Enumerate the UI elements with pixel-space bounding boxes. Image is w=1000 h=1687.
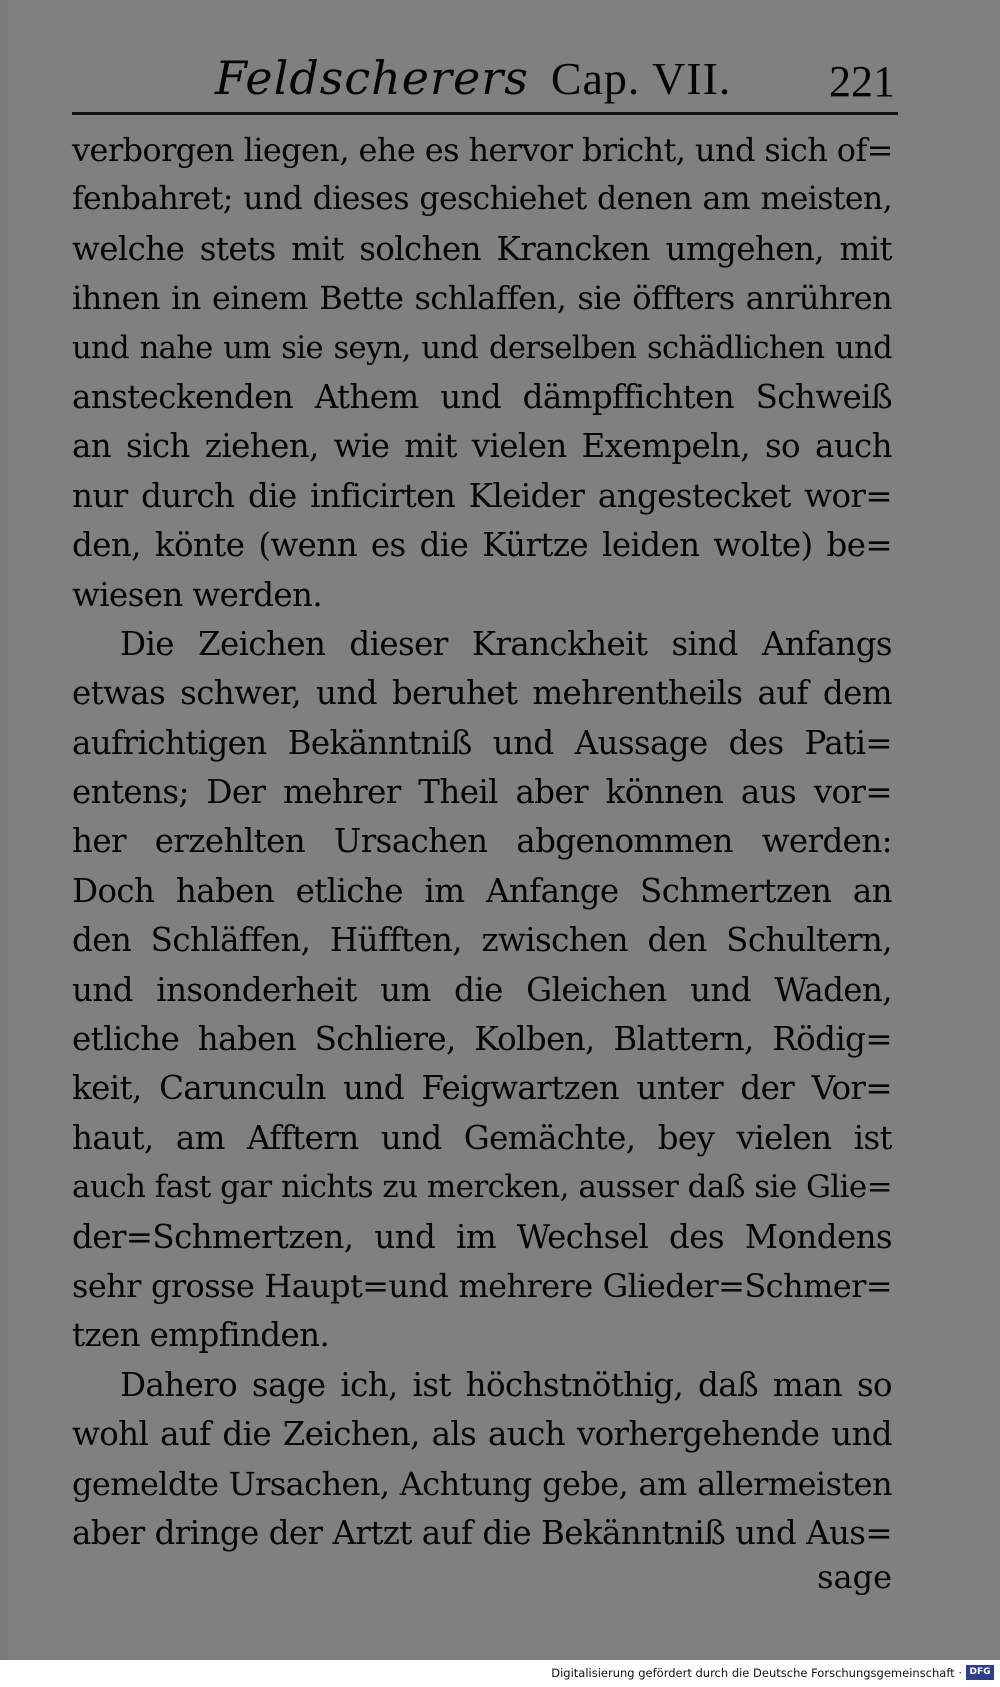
text-line: verborgen liegen, ehe es hervor bricht, und sich of= — [72, 131, 893, 169]
text-line: welche stets mit solchen Krancken umgehen, mit — [72, 229, 892, 268]
body-text — [72, 126, 892, 1558]
text-line: her erzehlten Ursachen abgenommen werden: — [72, 822, 892, 861]
text-line: aufrichtigen Bekänntniß und Aussage des Pati= — [72, 723, 892, 762]
text-line: den Schläffen, Hüfften, zwischen den Schultern, — [72, 921, 892, 960]
text-line: und nahe um sie seyn, und derselben schädlichen und — [72, 330, 892, 366]
header-rule — [72, 112, 898, 115]
digitization-credit: Digitalisierung gefördert durch die Deutsche Forschungsgemeinschaft · — [551, 1666, 962, 1680]
paragraph-start-line: Dahero sage ich, ist höchstnöthig, daß man so — [120, 1365, 892, 1404]
text-line: auch fast gar nichts zu mercken, ausser daß sie Glie= — [72, 1169, 892, 1206]
text-line: gemeldte Ursachen, Achtung gebe, am allermeisten — [72, 1464, 892, 1503]
paragraph-start-line: Die Zeichen dieser Kranckheit sind Anfangs — [120, 624, 892, 663]
text-line: keit, Carunculn und Feigwartzen unter der Vor= — [72, 1069, 892, 1108]
text-line: aber dringe der Artzt auf die Bekänntniß und Aus= — [72, 1513, 892, 1552]
page-number: 221 — [829, 57, 895, 106]
catchword: sage — [817, 1558, 892, 1596]
text-line: wiesen werden. — [72, 575, 323, 614]
running-title-chapter: Cap. VII. — [550, 53, 732, 104]
running-title-main: Feldscherers — [215, 51, 529, 105]
dfg-logo: DFG — [966, 1665, 994, 1680]
text-line: etliche haben Schliere, Kolben, Blattern, Rödig= — [72, 1020, 892, 1059]
text-line: sehr grosse Haupt=und mehrere Glieder=Schmer= — [72, 1266, 892, 1305]
text-line: den, könte (wenn es die Kürtze leiden wolte) be= — [72, 526, 892, 565]
text-line: Doch haben etliche im Anfange Schmertzen an — [72, 871, 892, 910]
text-line: nur durch die inficirten Kleider angestecket wor= — [72, 476, 892, 515]
running-title — [215, 48, 731, 108]
text-line: an sich ziehen, wie mit vielen Exempeln, so auch — [72, 427, 892, 466]
text-line: fenbahret; und dieses geschiehet denen am meisten, — [72, 181, 892, 218]
text-line: tzen empfinden. — [72, 1316, 330, 1355]
text-line: entens; Der mehrer Theil aber können aus vor= — [72, 773, 892, 812]
page-header — [75, 48, 895, 110]
text-line: ansteckenden Athem und dämpffichten Schweiß — [72, 377, 892, 416]
text-line: haut, am Afftern und Gemächte, bey vielen ist — [72, 1118, 892, 1157]
text-line: der=Schmertzen, und im Wechsel des Mondens — [72, 1217, 892, 1256]
text-line: und insonderheit um die Gleichen und Waden, — [72, 970, 892, 1009]
footer — [0, 1660, 1000, 1687]
text-line: ihnen in einem Bette schlaffen, sie öffters anrühren — [72, 279, 892, 318]
page-edge — [0, 0, 8, 1660]
text-line: etwas schwer, und beruhet mehrentheils auf dem — [72, 674, 892, 713]
text-line: wohl auf die Zeichen, als auch vorhergehende und — [72, 1415, 892, 1454]
